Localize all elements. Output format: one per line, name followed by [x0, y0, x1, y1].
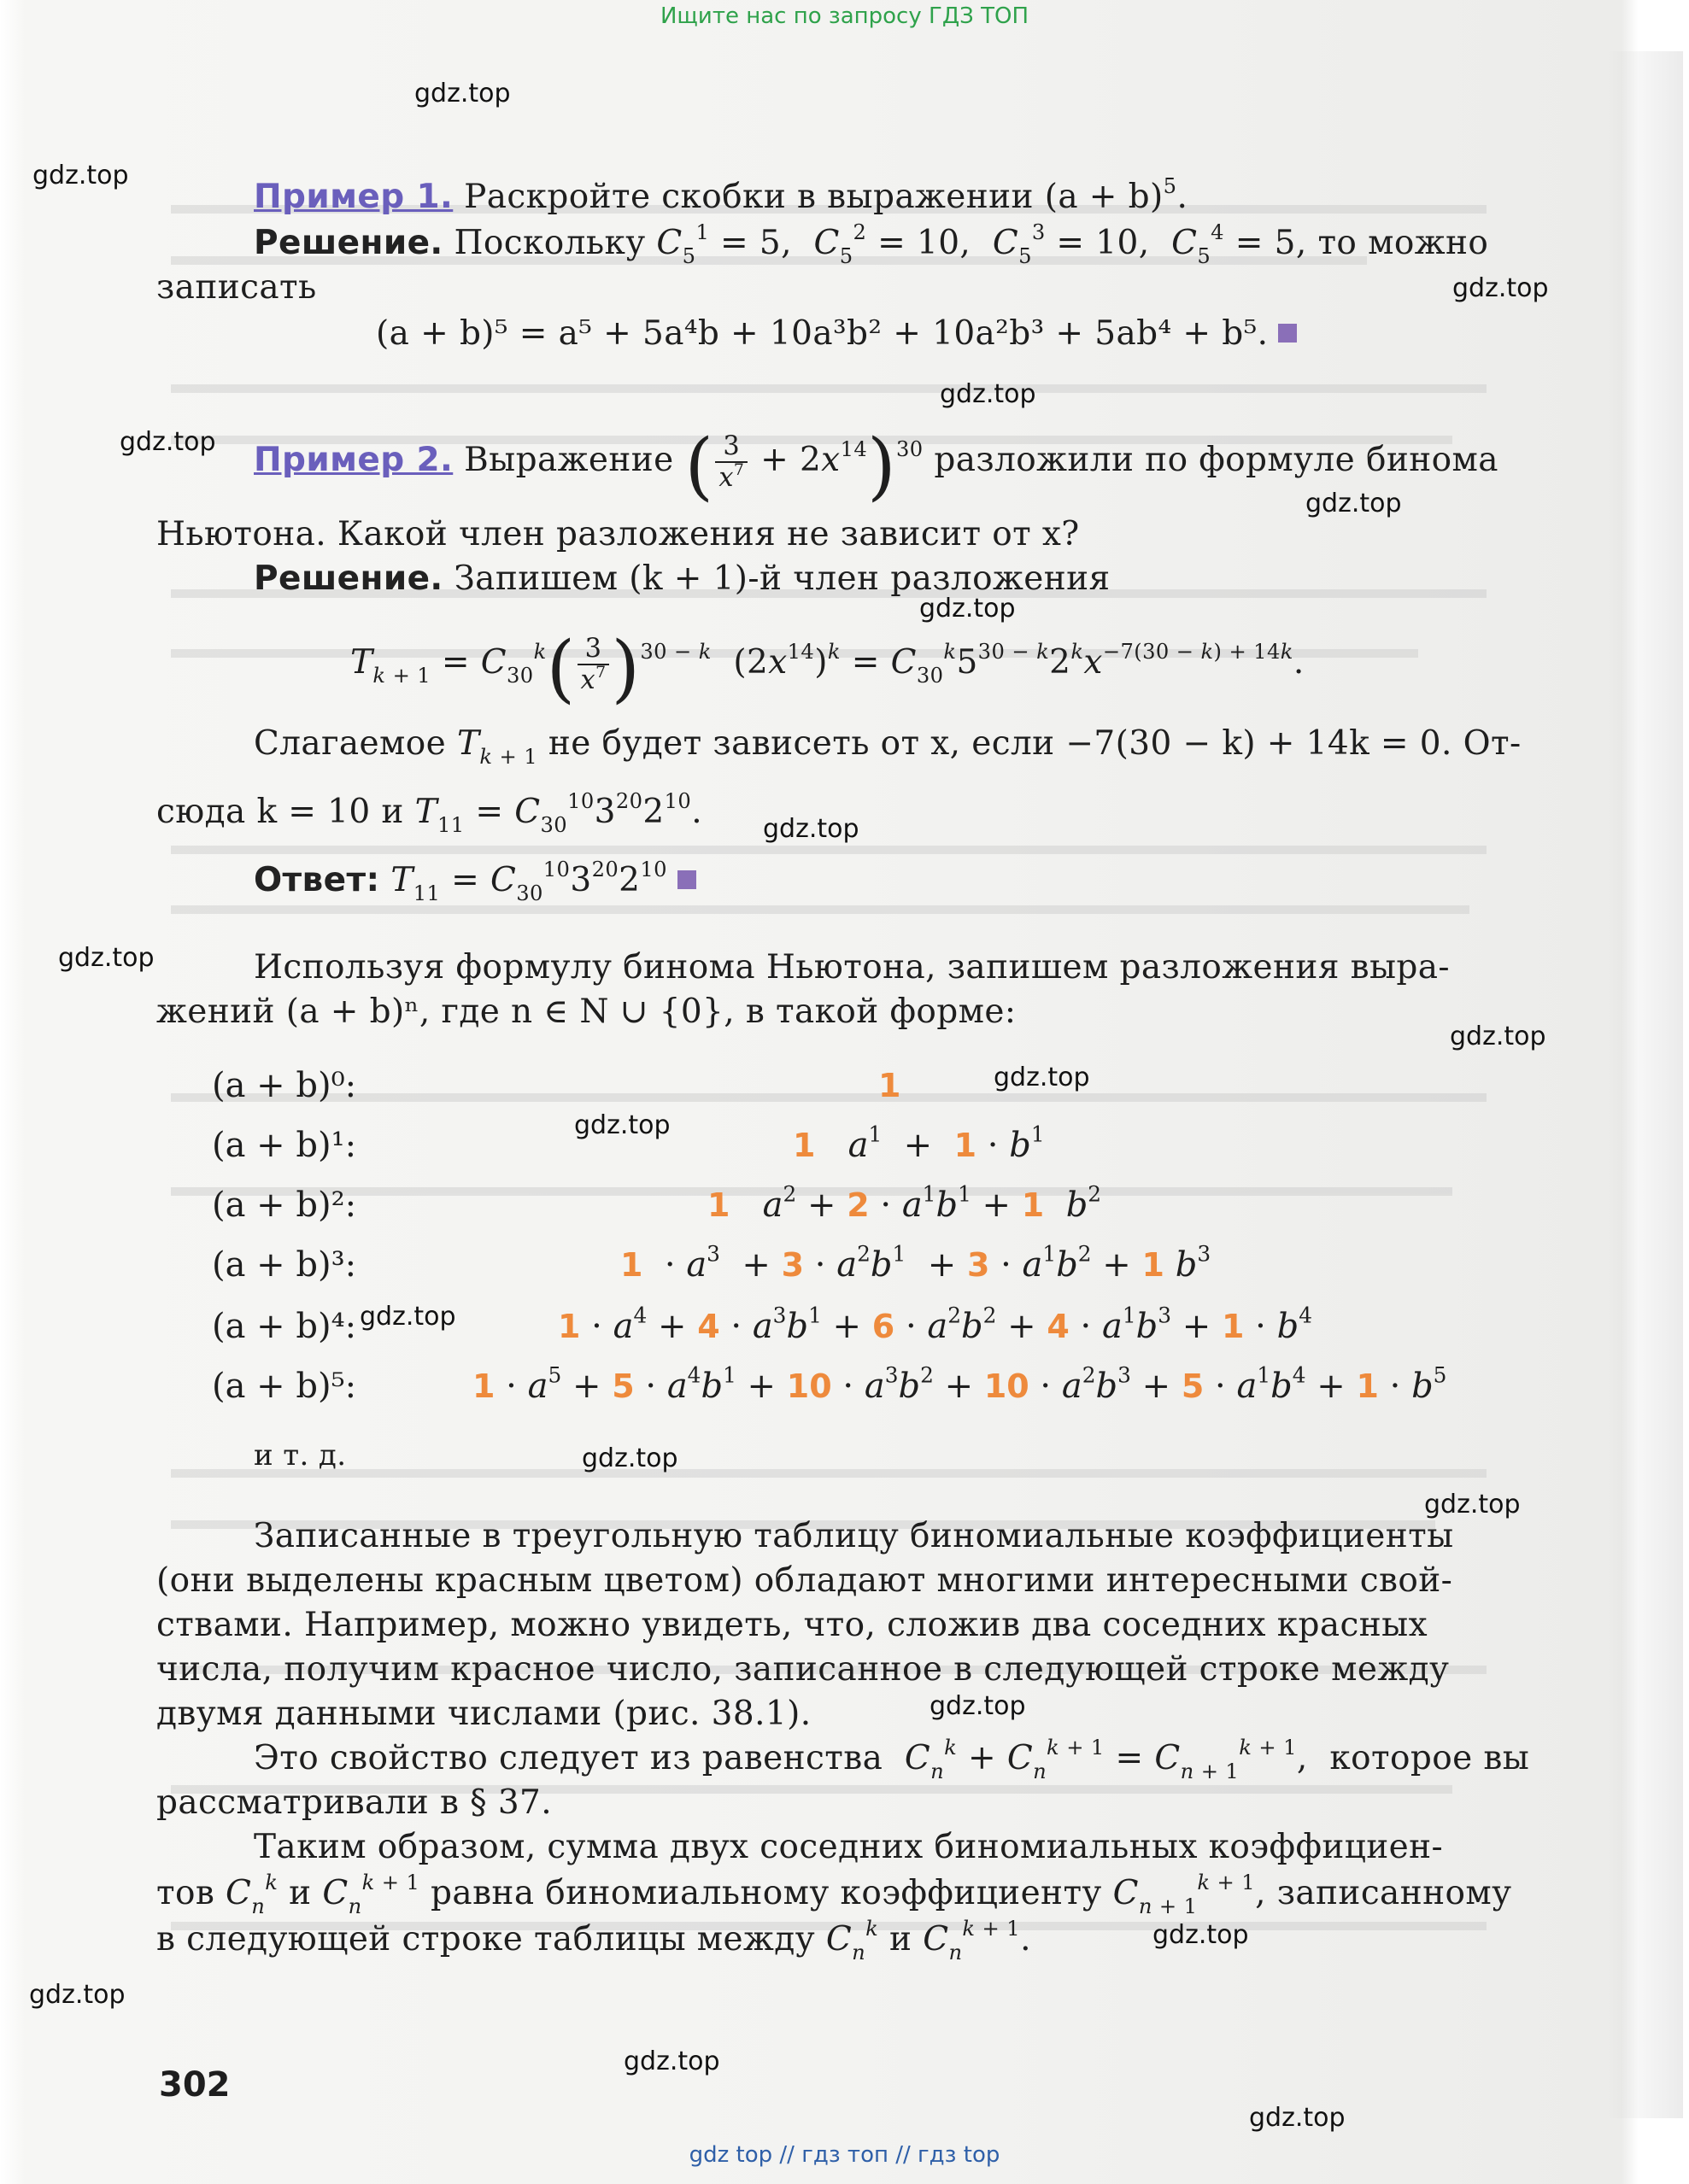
watermark: gdz.top	[1450, 1022, 1546, 1051]
watermark: gdz.top	[574, 1110, 671, 1140]
example2-answer: Ответ: $T_{11} = C_{30}^{10}3^{20}2^{10}$	[254, 861, 696, 899]
coefficient: 10	[983, 1367, 1029, 1405]
paragraph3-text: равна биномиальному коэффициенту	[431, 1874, 1102, 1912]
coefficient: 1	[1356, 1367, 1379, 1405]
paragraph2-line-1: Это свойство следует из равенства $C_n^k + C_n^{k + 1} = C_{n + 1}^{k + 1}$, которое вы	[254, 1736, 1530, 1783]
bottom-banner[interactable]: gdz top // гдз топ // гдз top	[689, 2142, 1000, 2168]
coefficient: 3	[966, 1246, 990, 1284]
top-banner[interactable]: Ищите нас по запросу ГДЗ ТОП	[660, 3, 1029, 29]
paragraph1-line-3: ствами. Например, можно увидеть, что, сложив два соседних красных	[156, 1606, 1428, 1644]
end-proof-icon	[1278, 324, 1297, 343]
watermark: gdz.top	[120, 427, 216, 457]
paragraph2-before: Это свойство следует из равенства	[254, 1739, 883, 1777]
paragraph3-line-3: в следующей строке таблицы между $C_n^k$ и $C_n^{k + 1}$.	[156, 1917, 1031, 1964]
example1-formula	[376, 314, 1297, 353]
paragraph1-line-2: (они выделены красным цветом) обладают многими интересными свой-	[156, 1561, 1453, 1600]
coefficient: 1	[878, 1067, 901, 1104]
triangle-row-lhs: (a + b)³:	[212, 1245, 357, 1285]
watermark: gdz.top	[763, 814, 859, 844]
watermark: gdz.top	[1152, 1920, 1249, 1950]
example2-solution-text: Запишем (k + 1)-й член разложения	[454, 559, 1111, 598]
triangle-row-lhs: (a + b)⁴:	[212, 1307, 357, 1346]
coefficient: 1	[953, 1127, 977, 1164]
example1-write: записать	[156, 268, 317, 307]
example1-solution-tail: то можно	[1317, 224, 1489, 262]
example2-label: Пример 2.	[254, 440, 454, 479]
example2-solution-label: Решение.	[254, 559, 443, 598]
paragraph3-text: и	[888, 1920, 912, 1959]
page-edge-shadow	[1606, 51, 1683, 2118]
triangle-row-lhs: (a + b)⁰:	[212, 1066, 357, 1105]
example2-question: Ньютона. Какой член разложения не зависит от x?	[156, 515, 1080, 553]
coefficient: 10	[786, 1367, 832, 1405]
example1-text: Раскройте скобки в выражении (a + b)	[464, 178, 1164, 216]
paragraph3-text: в следующей строке таблицы между	[156, 1920, 816, 1959]
intro-line-2: жений (a + b)ⁿ, где n ∈ N ∪ {0}, в такой форме:	[156, 992, 1017, 1031]
end-proof-icon	[677, 870, 696, 889]
watermark: gdz.top	[414, 79, 511, 108]
watermark: gdz.top	[58, 943, 155, 973]
example2-therefore: сюда k = 10 и $T_{11} = C_{30}^{10}3^{20}2^{10}$.	[156, 789, 702, 837]
example2-expression: ( $\frac{3}{x^7}$ + $2x^{14})^{30}$	[684, 424, 924, 509]
watermark: gdz.top	[919, 594, 1016, 624]
paragraph2-line-2: рассматривали в § 37.	[156, 1783, 553, 1822]
example2-answer-label: Ответ:	[254, 861, 380, 899]
example2-text-before: Выражение	[464, 440, 674, 479]
watermark: gdz.top	[940, 379, 1036, 409]
paragraph1-line-1: Записанные в треугольную таблицу биномиальные коэффициенты	[254, 1517, 1454, 1555]
coefficient: 3	[781, 1246, 805, 1284]
example2-condition-text: Слагаемое	[254, 724, 447, 763]
coefficient: 1	[558, 1308, 581, 1345]
triangle-etc: и т. д.	[254, 1438, 347, 1473]
example1-formula-text: (a + b)⁵ = a⁵ + 5a⁴b + 10a³b² + 10a²b³ + 5ab⁴ + b⁵.	[376, 314, 1269, 353]
paragraph3-text: тов	[156, 1874, 215, 1912]
example2-condition: Слагаемое $T_{k + 1}$ не будет зависеть от x, если −7(30 − k) + 14k = 0. От-	[254, 724, 1522, 769]
example1-label: Пример 1.	[254, 178, 454, 216]
watermark: gdz.top	[1249, 2103, 1346, 2133]
watermark: gdz.top	[1452, 273, 1549, 303]
triangle-row-lhs: (a + b)¹:	[212, 1126, 357, 1165]
example1-binomials: $C_5^1 = 5$, $C_5^2 = 10$, $C_5^3 = 10$, $C_5^4 = 5$,	[656, 220, 1307, 268]
coefficient: 4	[1047, 1308, 1070, 1345]
example2-condition-text-2: не будет зависеть от x, если −7(30 − k) + 14k = 0. От-	[548, 724, 1522, 763]
paragraph2-after: которое вы	[1329, 1739, 1530, 1777]
example2-text-after: разложили по формуле бинома	[934, 440, 1498, 479]
paragraph1-line-5: двумя данными числами (рис. 38.1).	[156, 1695, 812, 1733]
watermark: gdz.top	[360, 1302, 456, 1332]
example2-solution	[254, 559, 1111, 598]
watermark: gdz.top	[1305, 489, 1402, 518]
coefficient: 2	[847, 1186, 870, 1224]
coefficient: 1	[620, 1246, 643, 1284]
coefficient: 4	[697, 1308, 720, 1345]
coefficient: 1	[472, 1367, 496, 1405]
paragraph3-line-1: Таким образом, сумма двух соседних биномиальных коэффициен-	[254, 1828, 1444, 1866]
coefficient: 1	[793, 1127, 816, 1164]
triangle-row-lhs: (a + b)²:	[212, 1186, 357, 1225]
intro-line-1: Используя формулу бинома Ньютона, запишем разложения выра-	[254, 948, 1451, 987]
watermark: gdz.top	[29, 1980, 126, 2010]
watermark: gdz.top	[1424, 1490, 1521, 1519]
coefficient: 1	[707, 1186, 730, 1224]
paragraph3-text: записанному	[1276, 1874, 1512, 1912]
example1-heading: Пример 1. Раскройте скобки в выражении $(a + b)^5$.	[254, 174, 1188, 216]
coefficient: 1	[1141, 1246, 1164, 1284]
example1-solution-text: Поскольку	[454, 224, 646, 262]
watermark: gdz.top	[624, 2046, 720, 2076]
paragraph3-line-2: тов $C_n^k$ и $C_n^{k + 1}$ равна биномиальному коэффициенту $C_{n + 1}^{k + 1}$, записанному	[156, 1871, 1512, 1918]
coefficient: 1	[1221, 1308, 1245, 1345]
example1-solution-label: Решение.	[254, 224, 443, 262]
watermark: gdz.top	[32, 161, 129, 190]
page-number: 302	[159, 2065, 231, 2105]
triangle-row-lhs: (a + b)⁵:	[212, 1367, 357, 1406]
coefficient: 1	[1021, 1186, 1045, 1224]
paragraph3-text: и	[289, 1874, 312, 1912]
watermark: gdz.top	[930, 1691, 1026, 1721]
watermark: gdz.top	[582, 1443, 678, 1473]
example2-general-term: $T_{k + 1} = C_{30}^k$( $\frac{3}{x^7}$ )$^{30 - k}$ $(2x^{14})^k = C_{30}^k5^{30 - k}2^kx^{-7(30 - k) + 14k}$.	[350, 626, 1305, 711]
watermark: gdz.top	[994, 1063, 1090, 1092]
paragraph1-line-4: числа, получим красное число, записанное в следующей строке между	[156, 1650, 1450, 1689]
coefficient: 5	[1181, 1367, 1205, 1405]
coefficient: 5	[612, 1367, 635, 1405]
example1-solution	[254, 220, 1489, 268]
example2-therefore-text: сюда k = 10 и	[156, 793, 404, 831]
coefficient: 6	[871, 1308, 895, 1345]
